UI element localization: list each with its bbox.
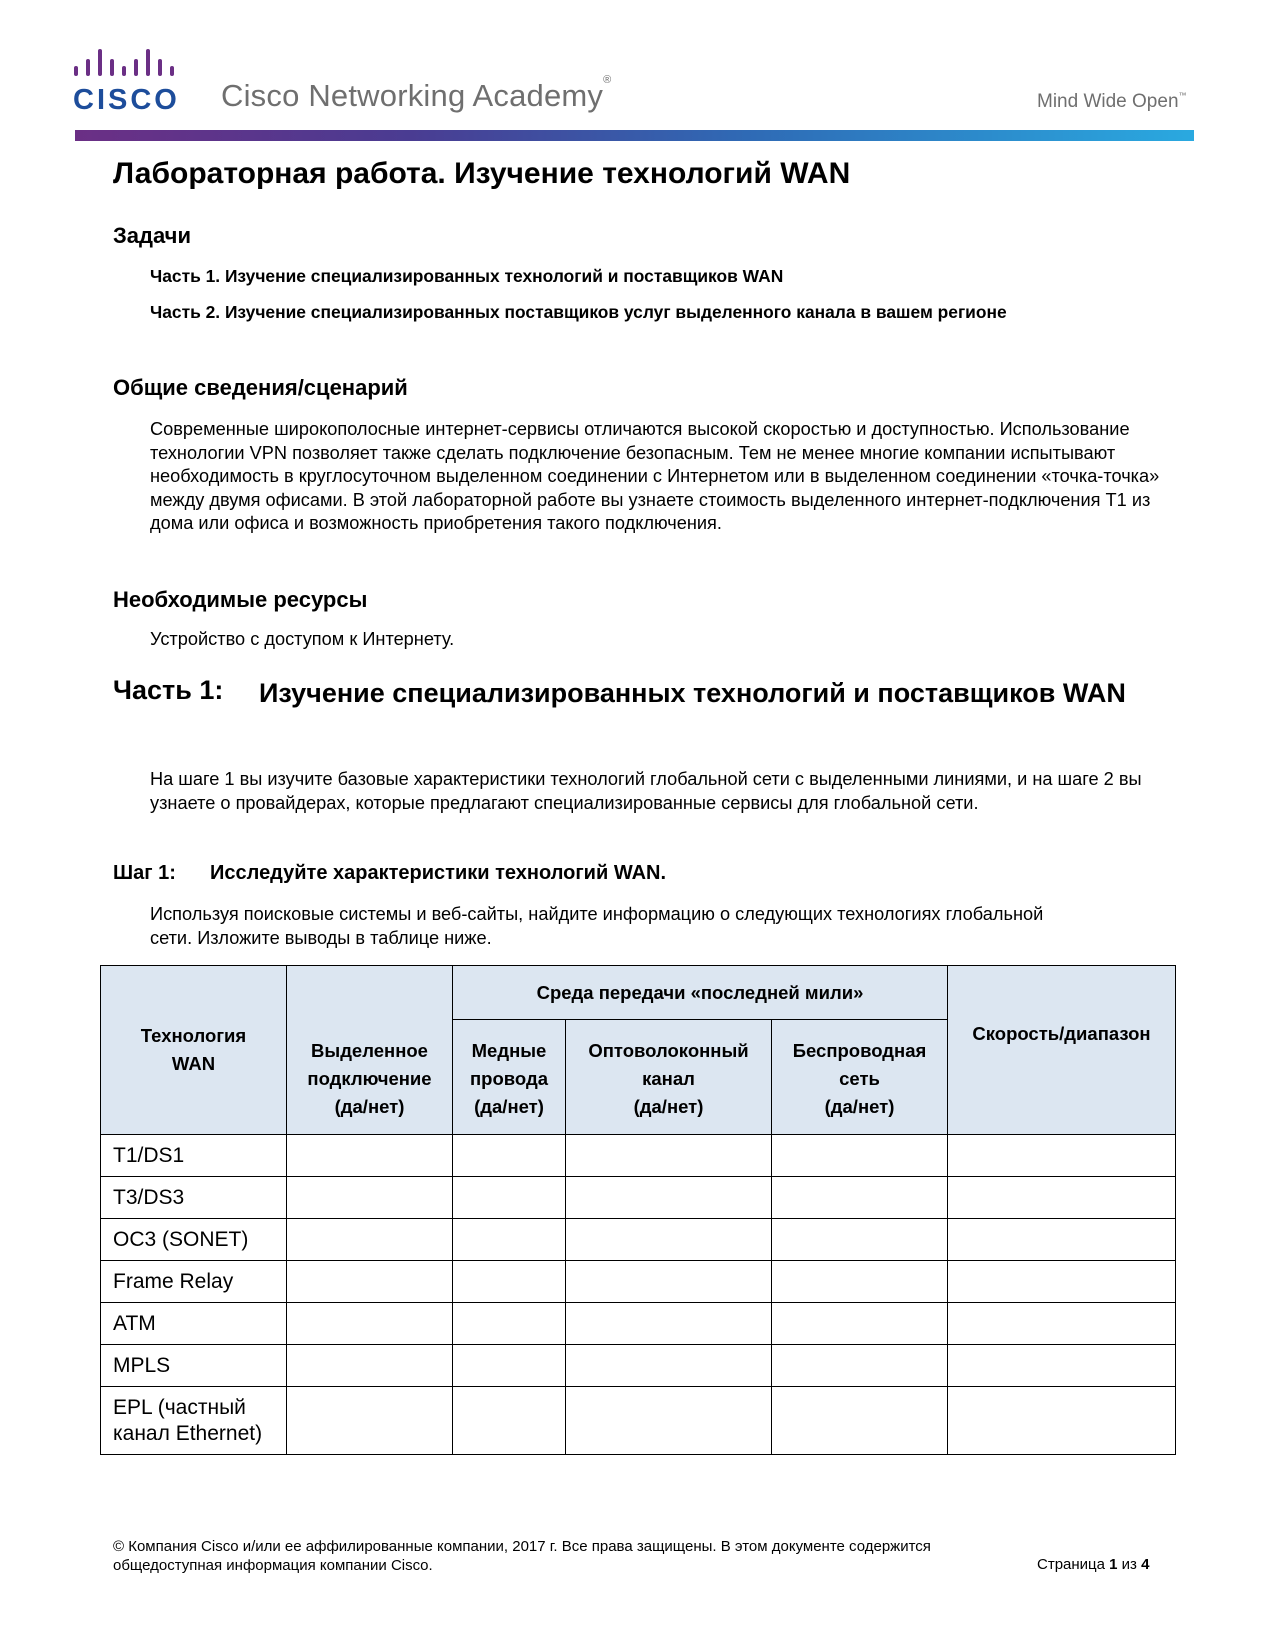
academy-name-text: Cisco Networking Academy — [221, 78, 604, 113]
cell-speed[interactable] — [948, 1261, 1176, 1303]
step1-title: Исследуйте характеристики технологий WAN. — [210, 862, 667, 884]
cell-fiber[interactable] — [566, 1177, 772, 1219]
header-copper-line1: Медные — [471, 1040, 547, 1061]
objective-item-2: Часть 2. Изучение специализированных поставщиков услуг выделенного канала в вашем регионе — [150, 302, 1007, 322]
header-dedicated — [287, 1020, 453, 1135]
cell-copper[interactable] — [453, 1303, 566, 1345]
header-wireless — [772, 1020, 948, 1135]
row-tech-name-line1: EPL (частный — [113, 1395, 246, 1419]
background-text: Современные широкополосные интернет-сервисы отличаются высокой скоростью и доступностью. Использование технологии VPN позволяет также сделать подключение безопасным. Тем не менее многие компании испытывают необходимость в круглосуточном выделенном соединении с Интернетом или в выделенном соединении «точка-точка» между двумя офисами. В этой лабораторной работе вы узнаете стоимость выделенного интернет-подключения T1 из дома или офиса и возможность приобретения такого подключения. — [150, 419, 1160, 533]
academy-name — [221, 74, 612, 114]
page-current: 1 — [1109, 1556, 1118, 1573]
cell-fiber[interactable] — [566, 1303, 772, 1345]
row-tech-name: T3/DS3 — [101, 1177, 287, 1219]
cell-wireless[interactable] — [772, 1135, 948, 1177]
header-last-mile-group: Среда передачи «последней мили» — [453, 966, 948, 1020]
cell-wireless[interactable] — [772, 1303, 948, 1345]
row-tech-name: OC3 (SONET) — [101, 1219, 287, 1261]
page-of: из — [1121, 1556, 1137, 1573]
page-total: 4 — [1141, 1556, 1150, 1573]
header-fiber-line1: Оптоволоконный — [588, 1040, 749, 1061]
header-fiber — [566, 1020, 772, 1135]
table-row — [101, 1387, 1176, 1455]
header-speed-text: Скорость/диапазон — [972, 1022, 1151, 1044]
cell-copper[interactable] — [453, 1345, 566, 1387]
part1-label: Часть 1: — [113, 675, 224, 705]
cell-fiber[interactable] — [566, 1387, 772, 1455]
table-row — [101, 1177, 1176, 1219]
cell-speed[interactable] — [948, 1135, 1176, 1177]
cell-speed[interactable] — [948, 1177, 1176, 1219]
cell-dedicated[interactable] — [287, 1135, 453, 1177]
table-header-row-1 — [101, 966, 1176, 1020]
cell-wireless[interactable] — [772, 1177, 948, 1219]
header-gradient-rule — [75, 130, 1194, 141]
table-row — [101, 1345, 1176, 1387]
cell-fiber[interactable] — [566, 1261, 772, 1303]
objective-item-1: Часть 1. Изучение специализированных технологий и поставщиков WAN — [150, 266, 784, 286]
header-copper-line2: провода — [470, 1068, 548, 1089]
header-dedicated-top — [287, 966, 453, 1020]
header-dedicated-line3: (да/нет) — [334, 1095, 405, 1117]
cisco-wordmark: CISCO — [73, 84, 180, 112]
header-copper-line3: (да/нет) — [474, 1096, 544, 1117]
cell-wireless[interactable] — [772, 1219, 948, 1261]
header-copper — [453, 1020, 566, 1135]
cisco-logo — [73, 46, 188, 112]
cell-fiber[interactable] — [566, 1345, 772, 1387]
row-tech-name-line2: канал Ethernet) — [113, 1421, 263, 1445]
header-technology — [101, 966, 287, 1135]
cell-fiber[interactable] — [566, 1219, 772, 1261]
cell-speed[interactable] — [948, 1219, 1176, 1261]
header-speed-top — [948, 966, 1176, 1020]
cell-copper[interactable] — [453, 1219, 566, 1261]
tagline — [1037, 91, 1187, 113]
header-dedicated-line1: Выделенное — [311, 1039, 428, 1061]
tagline-text: Mind Wide Open — [1037, 91, 1179, 112]
part1-intro: На шаге 1 вы изучите базовые характеристики технологий глобальной сети с выделенными линиями, и на шаге 2 вы узнаете о провайдерах, которые предлагают специализированные сервисы для глобальной сети. — [150, 769, 1142, 813]
page-word: Страница — [1037, 1556, 1105, 1573]
page-title: Лабораторная работа. Изучение технологий WAN — [113, 157, 851, 190]
header-speed — [948, 1020, 1176, 1135]
row-tech-name: ATM — [101, 1303, 287, 1345]
background-heading: Общие сведения/сценарий — [113, 375, 408, 400]
table-row — [101, 1135, 1176, 1177]
row-tech-name: Frame Relay — [101, 1261, 287, 1303]
cell-dedicated[interactable] — [287, 1387, 453, 1455]
header-technology-line2: WAN — [171, 1053, 216, 1074]
cell-dedicated[interactable] — [287, 1303, 453, 1345]
cell-dedicated[interactable] — [287, 1177, 453, 1219]
trademark-mark: ™ — [1178, 91, 1187, 100]
cell-fiber[interactable] — [566, 1135, 772, 1177]
cell-speed[interactable] — [948, 1387, 1176, 1455]
logo-bars-icon — [74, 49, 174, 76]
table-row — [101, 1261, 1176, 1303]
cell-speed[interactable] — [948, 1303, 1176, 1345]
cell-wireless[interactable] — [772, 1345, 948, 1387]
cell-speed[interactable] — [948, 1345, 1176, 1387]
resources-text: Устройство с доступом к Интернету. — [150, 629, 455, 649]
table-row — [101, 1219, 1176, 1261]
header-dedicated-line2: подключение — [307, 1067, 432, 1089]
cell-wireless[interactable] — [772, 1261, 948, 1303]
header-technology-line1: Технология — [140, 1025, 247, 1046]
cell-copper[interactable] — [453, 1261, 566, 1303]
header-wireless-line3: (да/нет) — [824, 1096, 895, 1117]
header-fiber-line3: (да/нет) — [633, 1096, 704, 1117]
cell-dedicated[interactable] — [287, 1261, 453, 1303]
row-tech-name — [101, 1387, 287, 1455]
part1-title: Изучение специализированных технологий и поставщиков WAN — [259, 678, 1126, 708]
objectives-heading: Задачи — [113, 223, 191, 248]
cell-dedicated[interactable] — [287, 1219, 453, 1261]
header-fiber-line2: канал — [642, 1068, 695, 1089]
cell-copper[interactable] — [453, 1135, 566, 1177]
page-number — [1037, 1556, 1149, 1573]
row-tech-name: T1/DS1 — [101, 1135, 287, 1177]
step1-label: Шаг 1: — [113, 862, 176, 884]
registered-mark: ® — [603, 74, 612, 86]
header-wireless-line1: Беспроводная — [792, 1040, 927, 1061]
wan-technology-table — [100, 965, 1176, 1455]
row-tech-name: MPLS — [101, 1345, 287, 1387]
cell-copper[interactable] — [453, 1387, 566, 1455]
resources-heading: Необходимые ресурсы — [113, 587, 368, 612]
step1-text: Используя поисковые системы и веб-сайты, найдите информацию о следующих технологиях глобальной сети. Изложите выводы в таблице ниже. — [150, 904, 1044, 948]
cell-wireless[interactable] — [772, 1387, 948, 1455]
footer-copyright: © Компания Cisco и/или ее аффилированные компании, 2017 г. Все права защищены. В этом документе содержится общедоступная информация компании Cisco. — [113, 1538, 931, 1574]
table-row — [101, 1303, 1176, 1345]
header-wireless-line2: сеть — [839, 1068, 880, 1089]
cell-dedicated[interactable] — [287, 1345, 453, 1387]
cell-copper[interactable] — [453, 1177, 566, 1219]
